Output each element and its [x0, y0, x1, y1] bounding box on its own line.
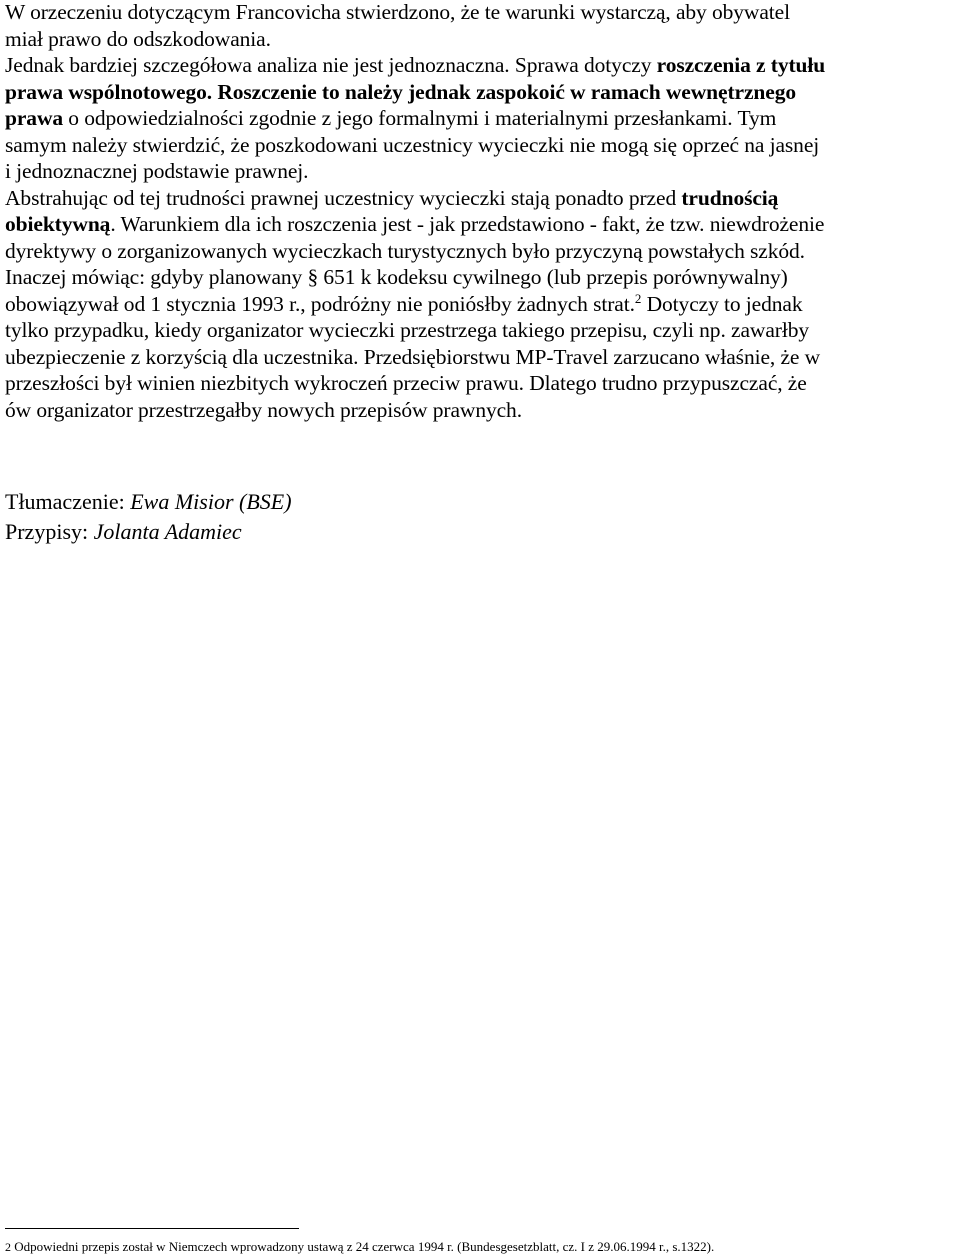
bold-text: Roszczenie to należy jednak zaspokoić w ramach wewnętrznego: [217, 79, 797, 104]
text-run: dyrektywy o zorganizowanych wycieczkach turystycznych było przyczyną powstałych szkód.: [5, 238, 805, 263]
credits: [5, 487, 292, 547]
text-line: [5, 344, 960, 371]
text-line: [5, 211, 960, 238]
footnotes-label: Przypisy:: [5, 519, 94, 544]
translation-label: Tłumaczenie:: [5, 489, 131, 514]
text-line: [5, 370, 960, 397]
text-line: [5, 0, 960, 26]
text-line: [5, 397, 960, 424]
translation-credit: [5, 487, 292, 517]
footnote-reference: 2: [634, 290, 642, 306]
bold-text: roszczenia z tytułu: [656, 53, 826, 77]
text-line: [5, 105, 960, 132]
text-run: samym należy stwierdzić, że poszkodowani uczestnicy wycieczki nie mogą się oprzeć na jasnej: [5, 132, 820, 157]
bold-text: obiektywną: [5, 212, 111, 236]
text-run: Dotyczy to jednak: [641, 291, 803, 316]
text-run: przeszłości był winien niezbitych wykroczeń przeciw prawu. Dlatego trudno przypuszczać, że: [5, 371, 807, 395]
text-run: tylko przypadku, kiedy organizator wycieczki przestrzega takiego przepisu, czyli np. zawarłby: [5, 318, 809, 342]
text-run: ubezpieczenie z korzyścią dla uczestnika. Przedsiębiorstwu MP-Travel zarzucano właśnie, że w: [5, 344, 821, 369]
bold-text: prawa: [5, 106, 64, 130]
text-run: miał prawo do odszkodowania.: [5, 26, 271, 51]
document-body: [5, 0, 960, 423]
text-run: o odpowiedzialności zgodnie z jego formalnymi i materialnymi przesłankami. Tym: [63, 106, 777, 130]
text-line: [5, 238, 960, 265]
paragraph: [5, 52, 960, 185]
text-line: [5, 26, 960, 53]
text-line: [5, 52, 960, 79]
translator-name: Ewa Misior (BSE): [130, 489, 292, 514]
bold-text: prawa wspólnotowego.: [5, 79, 213, 104]
footnote-separator: [5, 1228, 299, 1229]
text-run: obowiązywał od 1 stycznia 1993 r., podróżny nie poniósłby żadnych strat.: [5, 291, 635, 316]
text-run: . Warunkiem dla ich roszczenia jest - jak przedstawiono - fakt, że tzw. niewdrożenie: [110, 212, 825, 236]
text-run: Jednak bardziej szczegółowa analiza nie jest jednoznaczna. Sprawa dotyczy: [5, 53, 657, 77]
text-line: [5, 317, 960, 344]
bold-text: trudnością: [681, 185, 779, 210]
footnotes-author-name: Jolanta Adamiec: [93, 519, 242, 544]
text-line: [5, 132, 960, 159]
document-page: [5, 0, 960, 1260]
footnote: [5, 1239, 714, 1255]
text-line: [5, 264, 960, 291]
footnotes-credit: [5, 517, 292, 547]
text-run: ów organizator przestrzegałby nowych przepisów prawnych.: [5, 397, 522, 422]
paragraph: [5, 185, 960, 424]
text-run: i jednoznacznej podstawie prawnej.: [5, 159, 309, 183]
text-line: [5, 185, 960, 212]
text-line: [5, 291, 960, 318]
paragraph: [5, 0, 960, 52]
footnote-text: Odpowiedni przepis został w Niemczech wprowadzony ustawą z 24 czerwca 1994 r. (Bundesgesetzblatt, cz. I z 29.06.1994 r., s.1322).: [11, 1239, 715, 1254]
text-line: [5, 158, 960, 185]
text-run: Inaczej mówiąc: gdyby planowany § 651 k kodeksu cywilnego (lub przepis porównywalny): [5, 265, 788, 289]
text-line: [5, 79, 960, 106]
text-run: Abstrahując od tej trudności prawnej uczestnicy wycieczki stają ponadto przed: [5, 185, 682, 210]
footnote-number: 2: [5, 1240, 11, 1254]
text-run: W orzeczeniu dotyczącym Francovicha stwierdzono, że te warunki wystarczą, aby obywatel: [5, 0, 790, 24]
